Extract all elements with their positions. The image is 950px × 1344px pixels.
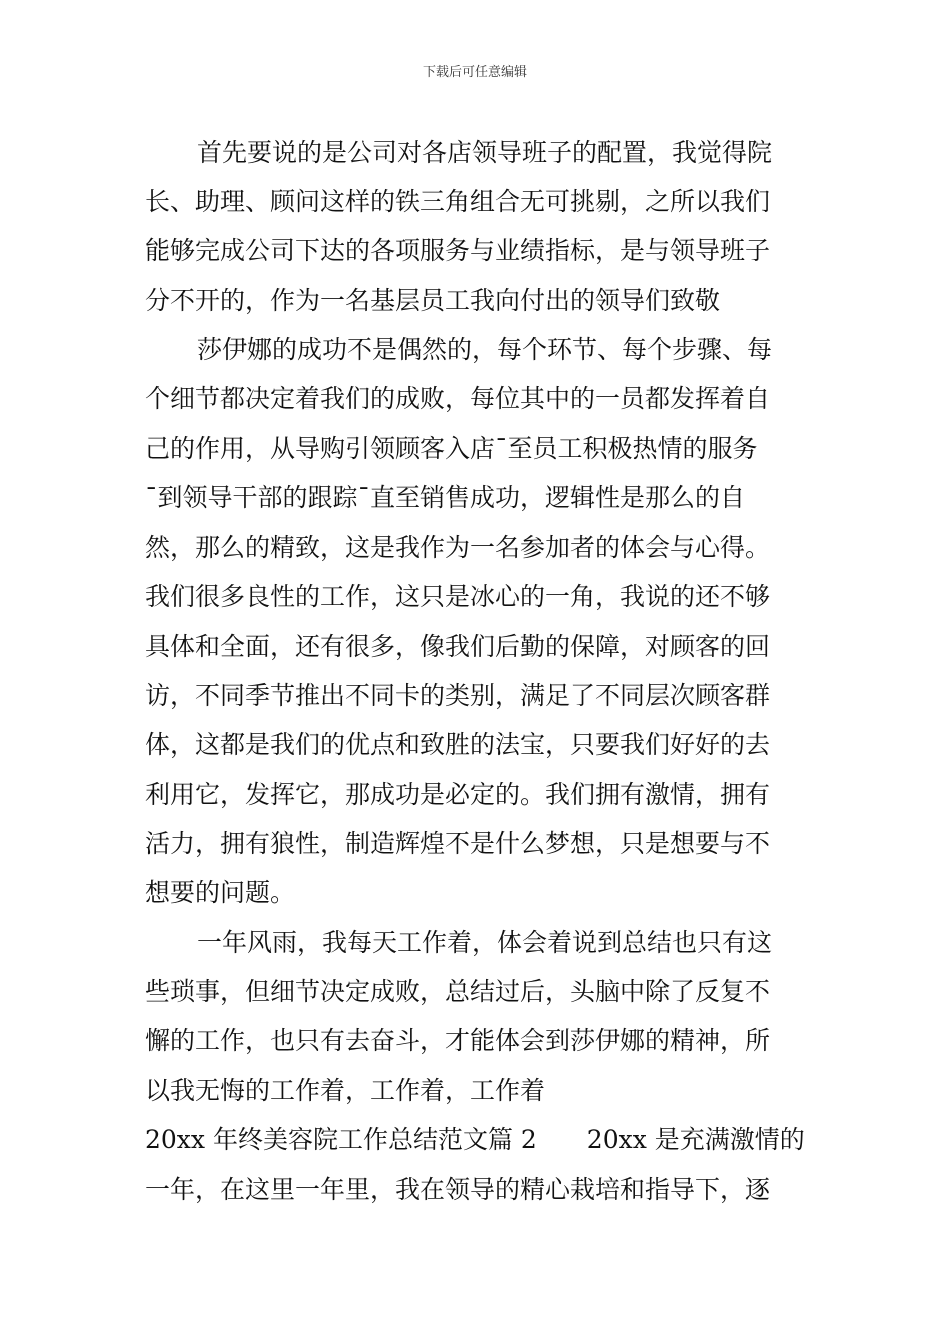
text-line: 莎伊娜的成功不是偶然的，每个环节、每个步骤、每 bbox=[197, 335, 773, 364]
text-line: 20xx 年终美容院工作总结范文篇 2 20xx 是充满激情的 bbox=[145, 1125, 805, 1154]
text-line: 个细节都决定着我们的成败，每位其中的一员都发挥着自 bbox=[145, 384, 771, 413]
text-line: 我们很多良性的工作，这只是冰心的一角，我说的还不够 bbox=[145, 582, 771, 611]
text-line: 些琐事，但细节决定成败，总结过后，头脑中除了反复不 bbox=[145, 977, 771, 1006]
text-line: 具体和全面，还有很多，像我们后勤的保障，对顾客的回 bbox=[145, 632, 771, 661]
text-line: 利用它，发挥它，那成功是必定的。我们拥有激情，拥有 bbox=[145, 780, 771, 809]
text-line: ¯到领导干部的跟踪¯直至销售成功，逻辑性是那么的自 bbox=[145, 483, 746, 512]
text-line: 能够完成公司下达的各项服务与业绩指标，是与领导班子 bbox=[145, 236, 771, 265]
text-line: 访，不同季节推出不同卡的类别，满足了不同层次顾客群 bbox=[145, 681, 771, 710]
text-line: 以我无悔的工作着，工作着，工作着 bbox=[145, 1076, 546, 1105]
text-line: 懈的工作，也只有去奋斗，才能体会到莎伊娜的精神，所 bbox=[145, 1026, 771, 1055]
text-line: 体，这都是我们的优点和致胜的法宝，只要我们好好的去 bbox=[145, 730, 771, 759]
text-line: 活力，拥有狼性，制造辉煌不是什么梦想，只是想要与不 bbox=[145, 829, 771, 858]
page-header: 下载后可任意编辑 bbox=[422, 65, 527, 80]
text-line: 一年风雨，我每天工作着，体会着说到总结也只有这 bbox=[197, 928, 773, 957]
text-line: 己的作用，从导购引领顾客入店¯至员工积极热情的服务 bbox=[145, 434, 758, 463]
text-line: 长、助理、顾问这样的铁三角组合无可挑剔，之所以我们 bbox=[145, 187, 771, 216]
text-line: 想要的问题。 bbox=[145, 878, 296, 907]
text-line: 然，那么的精致，这是我作为一名参加者的体会与心得。 bbox=[145, 533, 771, 562]
text-line: 分不开的，作为一名基层员工我向付出的领导们致敬 bbox=[145, 286, 721, 315]
text-line: 首先要说的是公司对各店领导班子的配置，我觉得院 bbox=[197, 138, 773, 167]
text-line: 一年，在这里一年里，我在领导的精心栽培和指导下，逐 bbox=[145, 1175, 771, 1204]
